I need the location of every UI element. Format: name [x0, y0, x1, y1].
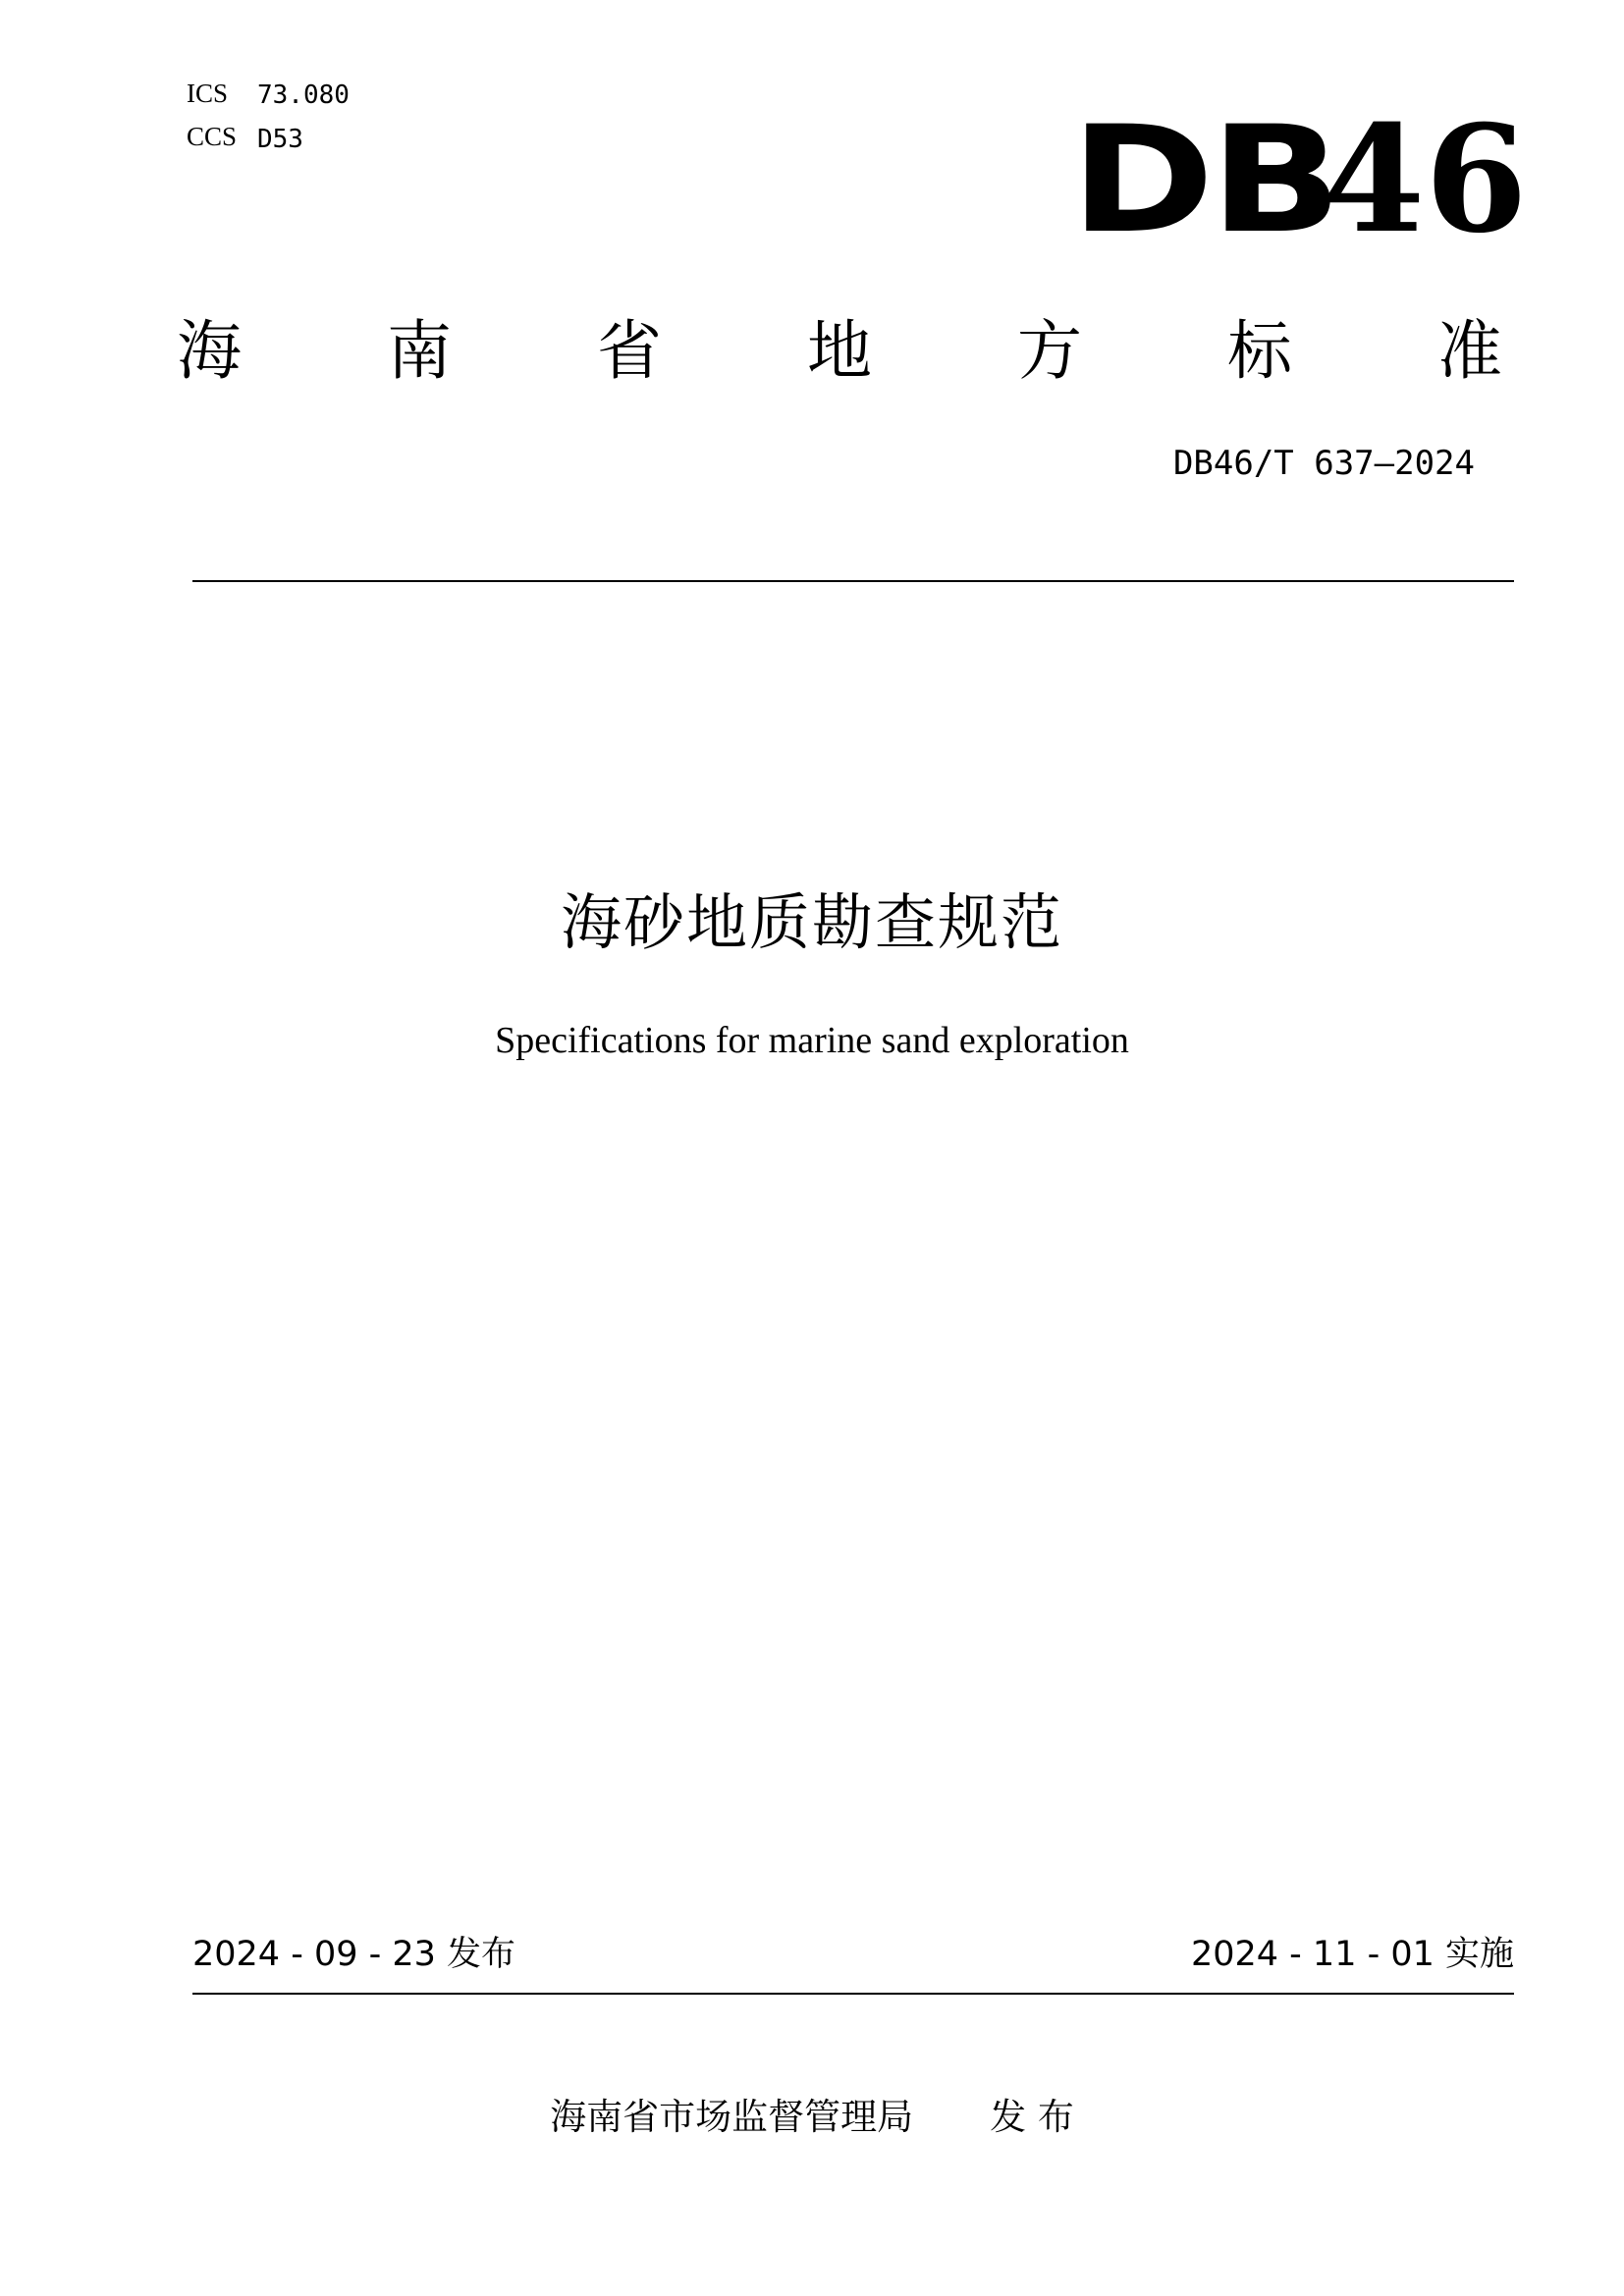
issuer-action: 发 布	[990, 2096, 1074, 2138]
issuer-name: 海南省市场监督管理局	[550, 2096, 914, 2138]
category-char: 省	[597, 313, 662, 389]
category-char: 南	[387, 313, 452, 389]
ccs-code: D53	[257, 125, 303, 154]
category-title	[177, 312, 1502, 391]
standard-code-logo	[1070, 93, 1528, 266]
category-char: 标	[1227, 313, 1292, 389]
category-char: 准	[1437, 313, 1502, 389]
ics-label: ICS	[187, 79, 229, 108]
category-char: 地	[807, 313, 872, 389]
top-divider	[192, 580, 1514, 582]
effective-date: 2024 - 11 - 01 实施	[1190, 1935, 1514, 1974]
issuer-line	[0, 2087, 1624, 2140]
logo-letters: DB	[1070, 95, 1338, 266]
bottom-divider	[192, 1993, 1514, 1995]
ccs-label: CCS	[187, 122, 238, 151]
standard-number: DB46/T 637—2024	[1172, 444, 1475, 483]
publish-date: 2024 - 09 - 23 发布	[192, 1935, 516, 1974]
document-title: 海砂地质勘查规范	[560, 886, 1063, 958]
ics-code: 73.080	[257, 80, 350, 110]
document-subtitle: Specifications for marine sand exploration	[495, 1020, 1129, 1061]
category-char: 海	[177, 313, 242, 389]
logo-number: 46	[1322, 93, 1528, 266]
category-char: 方	[1017, 313, 1082, 389]
